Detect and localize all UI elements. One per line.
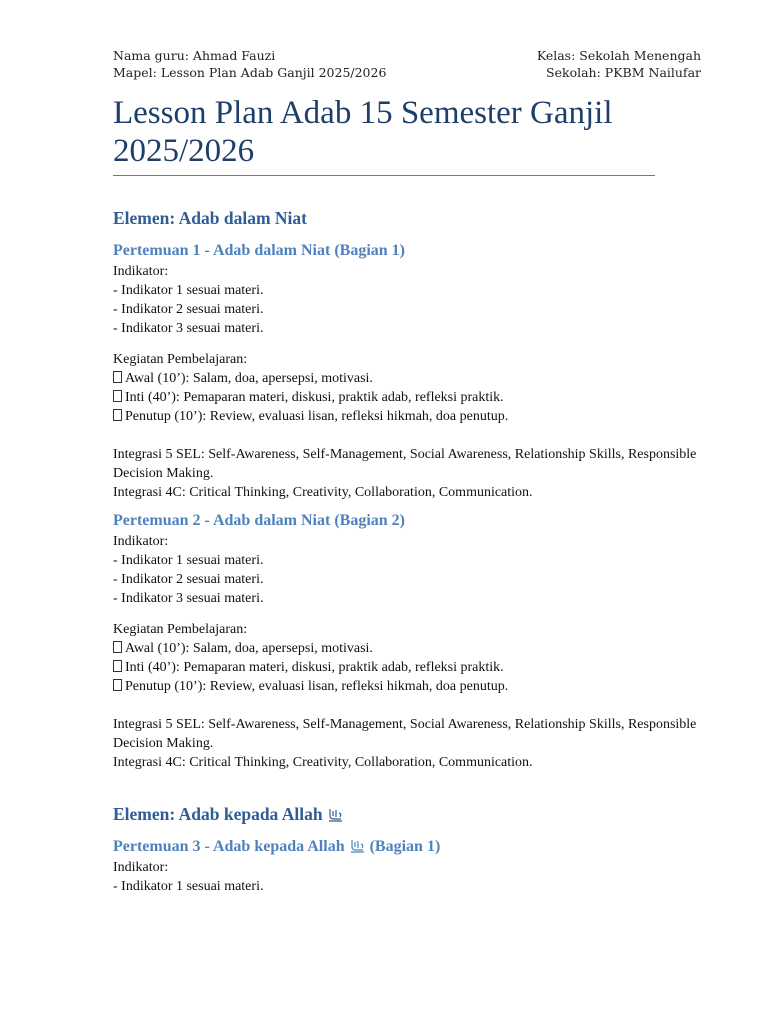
meeting-heading: Pertemuan 1 - Adab dalam Niat (Bagian 1) bbox=[113, 242, 405, 259]
teacher-name: Nama guru: Ahmad Fauzi bbox=[113, 48, 276, 63]
meeting-heading-suffix: (Bagian 1) bbox=[369, 838, 441, 855]
indicator-item: - Indikator 1 sesuai materi. bbox=[113, 553, 264, 568]
activity-item bbox=[113, 369, 701, 388]
indicator-item: - Indikator 2 sesuai materi. bbox=[113, 302, 264, 317]
activity-item bbox=[113, 407, 701, 426]
activities-label: Kegiatan Pembelajaran: bbox=[113, 352, 248, 367]
indicator-label: Indikator: bbox=[113, 264, 169, 279]
activity-item bbox=[113, 388, 701, 407]
indicator-label: Indikator: bbox=[113, 860, 169, 875]
activity-item bbox=[113, 639, 701, 658]
meeting-heading-text: Pertemuan 3 - Adab kepada Allah bbox=[113, 838, 345, 855]
checkbox-icon bbox=[113, 679, 122, 691]
activity-text: Penutup (10’): Review, evaluasi lisan, refleksi hikmah, doa penutup. bbox=[125, 679, 509, 694]
meeting-heading: Pertemuan 2 - Adab dalam Niat (Bagian 2) bbox=[113, 512, 405, 529]
indicator-item: - Indikator 3 sesuai materi. bbox=[113, 321, 264, 336]
checkbox-icon bbox=[113, 409, 122, 421]
checkbox-icon bbox=[113, 641, 122, 653]
sel-integration: Integrasi 5 SEL: Self-Awareness, Self-Management, Social Awareness, Relationship Skills, Responsible Decision Making. bbox=[113, 447, 697, 481]
checkbox-icon bbox=[113, 390, 122, 402]
sel-integration: Integrasi 5 SEL: Self-Awareness, Self-Management, Social Awareness, Relationship Skills, Responsible Decision Making. bbox=[113, 717, 697, 751]
indicator-item: - Indikator 3 sesuai materi. bbox=[113, 591, 264, 606]
indicator-item: - Indikator 1 sesuai materi. bbox=[113, 879, 264, 894]
activity-item bbox=[113, 677, 701, 696]
header-right bbox=[537, 48, 701, 81]
meeting-section bbox=[113, 836, 701, 896]
activity-text: Awal (10’): Salam, doa, apersepsi, motivasi. bbox=[125, 371, 373, 386]
subject-name: Mapel: Lesson Plan Adab Ganjil 2025/2026 bbox=[113, 64, 387, 80]
school-name: Sekolah: PKBM Nailufar bbox=[546, 64, 701, 80]
indicator-item: - Indikator 1 sesuai materi. bbox=[113, 283, 264, 298]
class-level: Kelas: Sekolah Menengah bbox=[536, 48, 701, 63]
meeting-section bbox=[113, 510, 701, 772]
activity-text: Penutup (10’): Review, evaluasi lisan, refleksi hikmah, doa penutup. bbox=[125, 409, 509, 424]
meeting-heading bbox=[113, 836, 701, 858]
meeting-section bbox=[113, 240, 701, 502]
document-title: Lesson Plan Adab 15 Semester Ganjil 2025/2026 bbox=[113, 95, 613, 169]
header-left bbox=[113, 48, 386, 81]
activity-text: Inti (40’): Pemaparan materi, diskusi, praktik adab, refleksi praktik. bbox=[125, 390, 504, 405]
title-underline bbox=[113, 175, 655, 176]
element-heading-text: Elemen: Adab kepada Allah bbox=[113, 804, 323, 824]
swt-calligraphy-icon bbox=[327, 807, 344, 822]
activity-text: Awal (10’): Salam, doa, apersepsi, motivasi. bbox=[125, 641, 373, 656]
element-heading bbox=[113, 802, 701, 826]
checkbox-icon bbox=[113, 371, 122, 383]
c4-integration: Integrasi 4C: Critical Thinking, Creativity, Collaboration, Communication. bbox=[113, 755, 533, 770]
c4-integration: Integrasi 4C: Critical Thinking, Creativity, Collaboration, Communication. bbox=[113, 485, 533, 500]
swt-calligraphy-icon bbox=[349, 838, 366, 853]
document-body bbox=[113, 206, 701, 896]
indicator-label: Indikator: bbox=[113, 534, 169, 549]
checkbox-icon bbox=[113, 660, 122, 672]
activity-text: Inti (40’): Pemaparan materi, diskusi, praktik adab, refleksi praktik. bbox=[125, 660, 504, 675]
activity-item bbox=[113, 658, 701, 677]
indicator-item: - Indikator 2 sesuai materi. bbox=[113, 572, 264, 587]
element-heading: Elemen: Adab dalam Niat bbox=[113, 208, 307, 228]
activities-label: Kegiatan Pembelajaran: bbox=[113, 622, 248, 637]
